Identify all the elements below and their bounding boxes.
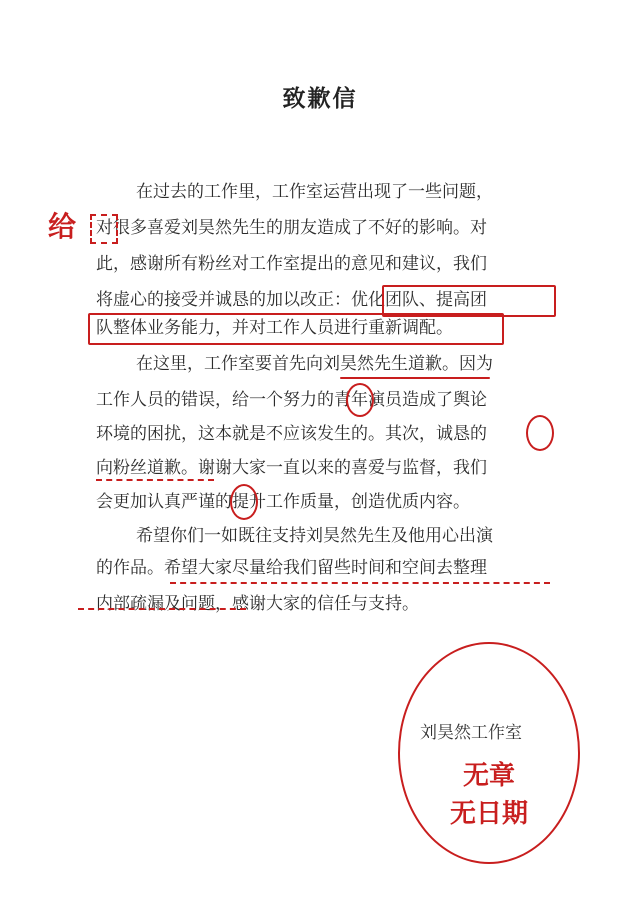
circle-mark xyxy=(230,484,258,520)
body-line: 向粉丝道歉。谢谢大家一直以来的喜爱与监督，我们 xyxy=(96,458,487,478)
body-line: 在过去的工作里，工作室运营出现了一些问题， xyxy=(136,182,493,202)
underline-mark xyxy=(170,582,550,584)
no-date-note: 无日期 xyxy=(450,799,529,829)
body-line: 此，感谢所有粉丝对工作室提出的意见和建议，我们 xyxy=(96,254,487,274)
body-line: 会更加认真严谨的提升工作质量，创造优质内容。 xyxy=(96,492,470,512)
correction-box xyxy=(90,214,118,244)
body-line: 对很多喜爱刘昊然先生的朋友造成了不好的影响。对 xyxy=(96,218,487,238)
circle-mark xyxy=(526,415,554,451)
body-line: 的作品。希望大家尽量给我们留些时间和空间去整理 xyxy=(96,558,487,578)
circle-mark xyxy=(346,383,374,417)
body-line: 在这里，工作室要首先向刘昊然先生道歉。因为 xyxy=(136,354,493,374)
underline-mark xyxy=(340,377,490,379)
body-line: 希望你们一如既往支持刘昊然先生及他用心出演 xyxy=(136,526,493,546)
underline-mark xyxy=(96,479,214,481)
letter-title: 致歉信 xyxy=(282,86,358,112)
body-line: 将虚心的接受并诚恳的加以改正：优化团队、提高团 xyxy=(96,290,487,310)
missing-seal-circle xyxy=(398,642,580,864)
no-seal-note: 无章 xyxy=(463,761,516,791)
body-line: 工作人员的错误，给一个努力的青年演员造成了舆论 xyxy=(96,390,487,410)
underline-mark xyxy=(78,608,246,610)
body-line: 队整体业务能力，并对工作人员进行重新调配。 xyxy=(96,318,453,338)
highlight-box xyxy=(88,313,504,345)
correction-note: 给 xyxy=(48,210,77,243)
body-line: 环境的困扰，这本就是不应该发生的。其次，诚恳的 xyxy=(96,424,487,444)
signature: 刘昊然工作室 xyxy=(420,723,522,743)
body-line: 内部疏漏及问题，感谢大家的信任与支持。 xyxy=(96,594,419,614)
